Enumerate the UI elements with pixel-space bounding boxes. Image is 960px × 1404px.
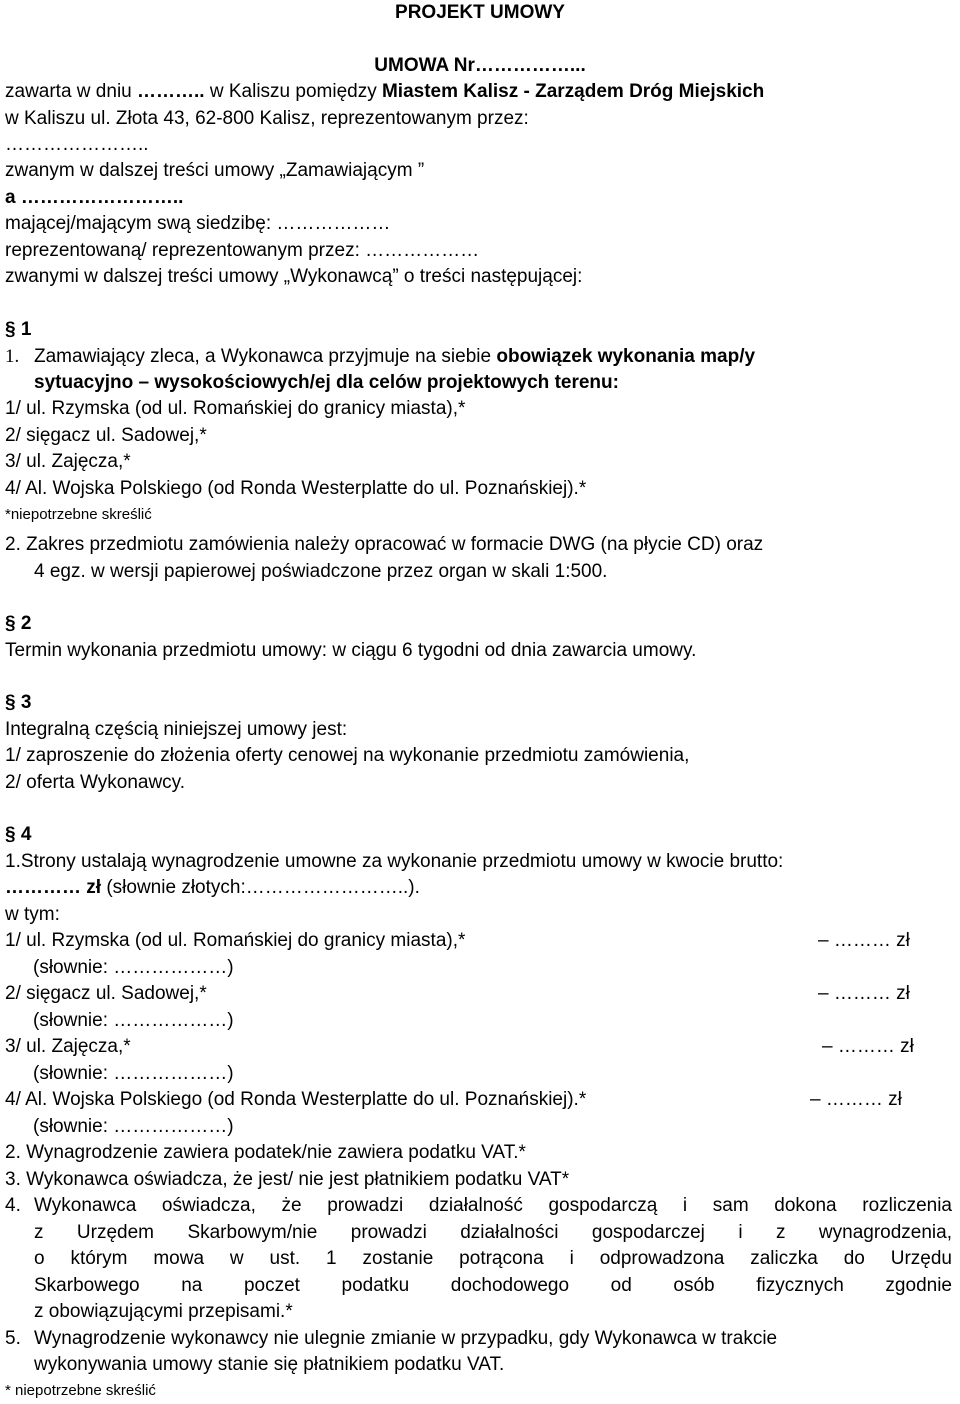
s1-paragraph-2-line-2: 4 egz. w wersji papierowej poświadczone przez organ w skali 1:500. <box>34 561 608 582</box>
s4-row-3-words: (słownie: ………………) <box>33 1063 234 1084</box>
s4-row-2-label: 2/ sięgacz ul. Sadowej,* <box>5 983 207 1004</box>
intro-line-5: a …………………….. <box>5 187 184 208</box>
s1-item-2: 2/ sięgacz ul. Sadowej,* <box>5 425 207 446</box>
intro-line-6: mającej/mającym swą siedzibę: ……………… <box>5 213 391 234</box>
s3-item-2: 2/ oferta Wykonawcy. <box>5 772 186 793</box>
s4-row-1-amount: – ……… zł <box>818 930 910 951</box>
s4-paragraph-4-number: 4. <box>5 1195 21 1216</box>
s4-row-4-label: 4/ Al. Wojska Polskiego (od Ronda Westerplatte do ul. Poznańskiej).* <box>5 1089 587 1110</box>
intro-line-8: zwanymi w dalszej treści umowy „Wykonawcą” o treści następującej: <box>5 266 583 287</box>
s4-paragraph-4-line-3: o którym mowa w ust. 1 zostanie potrącona i odprowadzona zaliczka do Urzędu <box>34 1248 952 1269</box>
s4-paragraph-4-line-2: z Urzędem Skarbowym/nie prowadzi działalności gospodarczej i z wynagrodzenia, <box>34 1222 952 1243</box>
s3-text: Integralną częścią niniejszej umowy jest: <box>5 719 348 740</box>
s4-paragraph-4-line-4: Skarbowego na poczet podatku dochodowego od osób fizycznych zgodnie <box>34 1275 952 1296</box>
section-4-mark: § 4 <box>5 824 32 845</box>
s4-paragraph-4-line-5: z obowiązującymi przepisami.* <box>34 1301 293 1322</box>
intro-line-7: reprezentowaną/ reprezentowanym przez: ……………… <box>5 240 480 261</box>
s4-footnote: * niepotrzebne skreślić <box>5 1382 156 1399</box>
intro-line-3: ………………….. <box>5 134 149 155</box>
s4-paragraph-5-number: 5. <box>5 1328 21 1349</box>
s4-row-1-words: (słownie: ………………) <box>33 957 234 978</box>
intro-line-4: zwanym w dalszej treści umowy „Zamawiającym ” <box>5 160 425 181</box>
s4-paragraph-1: 1.Strony ustalają wynagrodzenie umowne za wykonanie przedmiotu umowy w kwocie brutto: <box>5 851 784 872</box>
s1-item-4: 4/ Al. Wojska Polskiego (od Ronda Westerplatte do ul. Poznańskiej).* <box>5 478 587 499</box>
s4-row-3-label: 3/ ul. Zajęcza,* <box>5 1036 131 1057</box>
s4-paragraph-2: 2. Wynagrodzenie zawiera podatek/nie zawiera podatku VAT.* <box>5 1142 526 1163</box>
s4-total-amount: ………… zł (słownie złotych:……………………..). <box>5 877 420 898</box>
s1-item-3: 3/ ul. Zajęcza,* <box>5 451 131 472</box>
s4-row-2-words: (słownie: ………………) <box>33 1010 234 1031</box>
s2-text: Termin wykonania przedmiotu umowy: w ciągu 6 tygodni od dnia zawarcia umowy. <box>5 640 697 661</box>
s1-paragraph-2-line-1: 2. Zakres przedmiotu zamówienia należy opracować w formacie DWG (na płycie CD) oraz <box>5 534 764 555</box>
intro-line-1: zawarta w dniu ……….. w Kaliszu pomiędzy Miastem Kalisz - Zarządem Dróg Miejskich <box>5 81 765 102</box>
s4-row-4-amount: – ……… zł <box>810 1089 902 1110</box>
s4-paragraph-5-line-2: wykonywania umowy stanie się płatnikiem podatku VAT. <box>34 1354 505 1375</box>
s4-row-3-amount: – ……… zł <box>822 1036 914 1057</box>
s4-row-4-words: (słownie: ………………) <box>33 1116 234 1137</box>
intro-line-2: w Kaliszu ul. Złota 43, 62-800 Kalisz, reprezentowanym przez: <box>5 108 529 129</box>
s3-item-1: 1/ zaproszenie do złożenia oferty cenowej na wykonanie przedmiotu zamówienia, <box>5 745 690 766</box>
section-1-mark: § 1 <box>5 319 32 340</box>
section-2-mark: § 2 <box>5 613 32 634</box>
section-3-mark: § 3 <box>5 692 32 713</box>
s4-row-2-amount: – ……… zł <box>818 983 910 1004</box>
s4-paragraph-4-line-1: Wykonawca oświadcza, że prowadzi działalność gospodarczą i sam dokona rozliczenia <box>34 1195 952 1216</box>
s1-paragraph-1-line-2: sytuacyjno – wysokościowych/ej dla celów projektowych terenu: <box>34 372 619 393</box>
document-title: PROJEKT UMOWY <box>395 2 565 23</box>
s4-w-tym: w tym: <box>5 904 60 925</box>
s4-paragraph-3: 3. Wykonawca oświadcza, że jest/ nie jest płatnikiem podatku VAT* <box>5 1169 570 1190</box>
s4-row-1-label: 1/ ul. Rzymska (od ul. Romańskiej do granicy miasta),* <box>5 930 466 951</box>
s1-item-1: 1/ ul. Rzymska (od ul. Romańskiej do granicy miasta),* <box>5 398 466 419</box>
agreement-number: UMOWA Nr……………... <box>374 55 586 76</box>
s1-footnote: *niepotrzebne skreślić <box>5 506 152 523</box>
s4-paragraph-5-line-1: Wynagrodzenie wykonawcy nie ulegnie zmianie w przypadku, gdy Wykonawca w trakcie <box>34 1328 778 1349</box>
s1-paragraph-1-line-1: 1. Zamawiający zleca, a Wykonawca przyjmuje na siebie obowiązek wykonania map/y <box>5 346 756 367</box>
